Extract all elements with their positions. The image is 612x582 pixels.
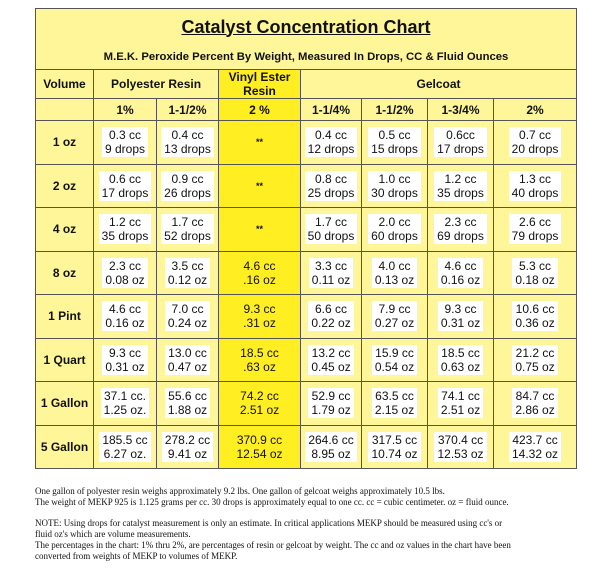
cc-value: 370.4 cc	[437, 432, 484, 447]
table-row	[36, 121, 577, 165]
secondary-value: 35 drops	[437, 185, 484, 200]
secondary-value: 2.15 oz	[374, 403, 415, 418]
secondary-value: 12 drops	[307, 142, 355, 157]
value-cell	[494, 251, 577, 295]
secondary-value: 0.63 oz	[440, 359, 481, 374]
value-cell	[362, 208, 428, 252]
cc-value: 370.9 cc	[236, 432, 283, 447]
value-cell	[428, 121, 494, 165]
secondary-value: 0.31 oz	[440, 316, 481, 331]
value-box	[368, 127, 421, 157]
cc-value: 2.3 cc	[444, 215, 477, 230]
percent-cell: 1-1/4%	[301, 99, 362, 121]
value-cell	[94, 208, 157, 252]
cc-value: **	[256, 180, 264, 191]
table-row	[36, 164, 577, 208]
cc-value: 63.5 cc	[375, 389, 414, 404]
secondary-value: 0.31 oz	[105, 359, 145, 374]
percent-cell: 2 %	[219, 99, 301, 121]
value-box	[253, 221, 266, 237]
value-box	[101, 388, 150, 418]
value-box	[102, 127, 148, 157]
cc-value: 7.0 cc	[171, 302, 204, 317]
value-cell	[494, 208, 577, 252]
secondary-value: 0.11 oz	[311, 272, 351, 287]
value-box	[509, 127, 562, 157]
cc-value: 1.7 cc	[171, 215, 204, 230]
percent-cell: 1-1/2%	[157, 99, 219, 121]
value-box	[165, 301, 210, 331]
chart-subtitle-bar	[35, 45, 577, 70]
value-box	[372, 388, 417, 418]
cc-value: 1.3 cc	[519, 171, 552, 186]
table-row	[36, 338, 577, 382]
cc-value: 185.5 cc	[102, 432, 148, 447]
value-cell	[219, 251, 301, 295]
value-cell	[301, 338, 362, 382]
note-line: fluid oz's which are volume measurements.	[35, 529, 191, 539]
secondary-value: 14.32 oz	[512, 446, 559, 461]
secondary-value: 12.54 oz	[236, 446, 283, 461]
secondary-value: 0.54 oz	[374, 359, 415, 374]
volume-label: 1 Quart	[36, 338, 94, 382]
value-cell	[94, 382, 157, 426]
secondary-value: 17 drops	[101, 185, 149, 200]
value-box	[438, 345, 483, 375]
secondary-value: 25 drops	[307, 185, 355, 200]
cc-value: 0.7 cc	[519, 128, 552, 143]
value-box	[368, 432, 420, 462]
value-box	[240, 301, 279, 331]
volume-label: 1 Gallon	[36, 382, 94, 426]
value-box	[305, 127, 358, 157]
value-box	[161, 171, 214, 201]
value-cell	[428, 338, 494, 382]
cc-value: 0.3 cc	[108, 128, 141, 143]
value-box	[438, 388, 483, 418]
gelcoat-header: Gelcoat	[301, 70, 577, 99]
value-cell	[494, 425, 577, 469]
secondary-value: 0.24 oz	[167, 316, 208, 331]
cc-value: 1.2 cc	[108, 215, 141, 230]
table-row	[36, 251, 577, 295]
secondary-value: 2.86 oz	[515, 403, 555, 418]
value-box	[512, 345, 557, 375]
cc-value: **	[256, 224, 264, 235]
secondary-value: 13 drops	[164, 142, 211, 157]
vinyl-header-line1: Vinyl Ester	[228, 70, 291, 84]
secondary-value: .16 oz	[243, 272, 276, 287]
value-cell	[94, 251, 157, 295]
volume-label: 1 Pint	[36, 295, 94, 339]
secondary-value: 40 drops	[511, 185, 559, 200]
value-box	[161, 214, 214, 244]
cc-value: 18.5 cc	[441, 345, 480, 360]
value-cell	[428, 295, 494, 339]
secondary-value: 9 drops	[104, 142, 146, 157]
cc-value: 52.9 cc	[311, 389, 351, 404]
table-body	[36, 121, 577, 469]
cc-value: 317.5 cc	[371, 432, 418, 447]
cc-value: 0.9 cc	[171, 171, 204, 186]
volume-label: 2 oz	[36, 164, 94, 208]
note-line: The percentages in the chart: 1% thru 2%, are percentages of resin or gelcoat by weight. The cc and oz values in the chart have been	[35, 540, 511, 550]
secondary-value: 0.12 oz	[167, 272, 208, 287]
value-cell	[362, 164, 428, 208]
value-cell	[157, 382, 219, 426]
cc-value: 9.3 cc	[108, 345, 141, 360]
secondary-value: 10.74 oz	[371, 446, 418, 461]
catalyst-table	[35, 69, 577, 469]
value-cell	[494, 382, 577, 426]
cc-value: 18.5 cc	[240, 345, 279, 360]
secondary-value: 79 drops	[511, 229, 559, 244]
secondary-value: 2.51 oz	[239, 403, 280, 418]
value-box	[372, 345, 417, 375]
cc-value: 7.9 cc	[378, 302, 411, 317]
value-cell	[219, 295, 301, 339]
secondary-value: 60 drops	[371, 229, 418, 244]
secondary-value: 0.47 oz	[167, 359, 208, 374]
value-box	[102, 258, 147, 288]
value-box	[237, 388, 282, 418]
value-box	[308, 301, 353, 331]
value-cell	[157, 338, 219, 382]
value-cell	[494, 295, 577, 339]
cc-value: 3.5 cc	[171, 258, 204, 273]
value-box	[368, 214, 421, 244]
value-cell	[494, 164, 577, 208]
secondary-value: 0.13 oz	[374, 272, 415, 287]
cc-value: 1.0 cc	[378, 171, 411, 186]
secondary-value: 17 drops	[437, 142, 484, 157]
value-box	[99, 171, 152, 201]
value-box	[512, 301, 557, 331]
value-box	[102, 301, 147, 331]
cc-value: 0.6cc	[446, 128, 475, 143]
value-cell	[157, 251, 219, 295]
cc-value: 5.3 cc	[519, 258, 552, 273]
value-box	[308, 388, 353, 418]
secondary-value: .63 oz	[243, 359, 276, 374]
cc-value: 3.3 cc	[315, 258, 348, 273]
value-box	[509, 432, 561, 462]
secondary-value: 0.16 oz	[440, 272, 481, 287]
value-cell	[157, 121, 219, 165]
cc-value: 0.4 cc	[171, 128, 204, 143]
value-cell	[362, 425, 428, 469]
value-box	[368, 171, 421, 201]
value-box	[161, 127, 214, 157]
secondary-value: 1.88 oz	[167, 403, 208, 418]
secondary-value: 12.53 oz	[437, 446, 484, 461]
secondary-value: 8.95 oz	[311, 446, 351, 461]
polyester-header: Polyester Resin	[94, 70, 219, 99]
value-box	[308, 345, 353, 375]
cc-value: **	[256, 137, 264, 148]
secondary-value: 0.08 oz	[105, 272, 145, 287]
value-box	[237, 345, 282, 375]
value-box	[372, 258, 417, 288]
value-cell	[94, 164, 157, 208]
secondary-value: .31 oz	[243, 316, 276, 331]
cc-value: 9.3 cc	[444, 302, 477, 317]
cc-value: 4.6 cc	[444, 258, 477, 273]
value-cell	[301, 295, 362, 339]
note-line: converted from weights of MEKP to volumes of MEKP.	[35, 551, 238, 561]
value-box	[434, 432, 486, 462]
table-row	[36, 425, 577, 469]
value-cell	[219, 121, 301, 165]
value-cell	[362, 251, 428, 295]
note-line: One gallon of polyester resin weighs approximately 9.2 lbs. One gallon of gelcoat weighs approximately 10.5 lbs.	[35, 486, 445, 496]
cc-value: 15.9 cc	[375, 345, 414, 360]
volume-label: 4 oz	[36, 208, 94, 252]
value-box	[438, 258, 483, 288]
value-box	[512, 388, 557, 418]
cc-value: 10.6 cc	[515, 302, 555, 317]
value-cell	[494, 338, 577, 382]
value-cell	[157, 208, 219, 252]
volume-label: 8 oz	[36, 251, 94, 295]
cc-value: 55.6 cc	[168, 389, 207, 404]
volume-header: Volume	[36, 70, 94, 99]
value-box	[165, 258, 210, 288]
value-cell	[301, 251, 362, 295]
value-box	[165, 345, 210, 375]
cc-value: 9.3 cc	[243, 302, 276, 317]
value-box	[305, 214, 358, 244]
value-box	[309, 258, 353, 288]
percent-cell: 1-3/4%	[428, 99, 494, 121]
value-cell	[428, 164, 494, 208]
cc-value: 2.0 cc	[378, 215, 411, 230]
value-box	[253, 178, 266, 194]
secondary-value: 0.18 oz	[515, 272, 555, 287]
value-cell	[428, 208, 494, 252]
cc-value: 264.6 cc	[308, 432, 354, 447]
secondary-value: 69 drops	[437, 229, 484, 244]
secondary-value: 15 drops	[371, 142, 418, 157]
header-row	[36, 70, 577, 99]
value-box	[305, 432, 356, 462]
value-cell	[362, 382, 428, 426]
value-box	[434, 171, 487, 201]
table-row	[36, 382, 577, 426]
value-cell	[94, 425, 157, 469]
value-cell	[301, 164, 362, 208]
value-box	[162, 432, 213, 462]
value-cell	[219, 164, 301, 208]
cc-value: 4.6 cc	[243, 258, 276, 273]
secondary-value: 52 drops	[164, 229, 211, 244]
secondary-value: 0.22 oz	[311, 316, 351, 331]
secondary-value: 0.16 oz	[105, 316, 145, 331]
secondary-value: 1.25 oz.	[103, 403, 147, 418]
value-cell	[362, 295, 428, 339]
value-box	[372, 301, 417, 331]
value-box	[99, 214, 152, 244]
value-box	[509, 214, 562, 244]
value-cell	[219, 425, 301, 469]
chart-subtitle: M.E.K. Peroxide Percent By Weight, Measured In Drops, CC & Fluid Ounces	[103, 51, 509, 63]
value-box	[509, 171, 562, 201]
value-box	[512, 258, 557, 288]
secondary-value: 0.75 oz	[515, 359, 555, 374]
note-line: NOTE: Using drops for catalyst measurement is only an estimate. In critical applications MEKP should be measured using cc's or	[35, 518, 503, 528]
value-cell	[428, 251, 494, 295]
value-cell	[362, 338, 428, 382]
vinyl-header-line2: Resin	[243, 84, 276, 98]
cc-value: 0.5 cc	[378, 128, 411, 143]
value-cell	[301, 425, 362, 469]
value-box	[99, 432, 150, 462]
cc-value: 4.0 cc	[378, 258, 411, 273]
percent-row	[36, 99, 577, 121]
cc-value: 423.7 cc	[512, 432, 558, 447]
cc-value: 0.6 cc	[108, 171, 141, 186]
cc-value: 278.2 cc	[164, 432, 211, 447]
cc-value: 74.2 cc	[240, 389, 279, 404]
percent-cell: 1-1/2%	[362, 99, 428, 121]
value-box	[434, 214, 487, 244]
note-line: The weight of MEKP 925 is 1.125 grams per cc. 30 drops is approximately equal to one cc. cc = cubic centimeter. oz = fluid ounce.	[35, 497, 509, 507]
cc-value: 21.2 cc	[515, 345, 555, 360]
cc-value: 2.6 cc	[519, 215, 552, 230]
value-cell	[428, 382, 494, 426]
value-box	[233, 432, 285, 462]
volume-label: 5 Gallon	[36, 425, 94, 469]
cc-value: 13.0 cc	[168, 345, 207, 360]
value-cell	[494, 121, 577, 165]
value-cell	[301, 208, 362, 252]
value-cell	[428, 425, 494, 469]
cc-value: 6.6 cc	[315, 302, 348, 317]
secondary-value: 35 drops	[101, 229, 149, 244]
value-cell	[157, 295, 219, 339]
volume-label: 1 oz	[36, 121, 94, 165]
secondary-value: 26 drops	[164, 185, 211, 200]
value-cell	[157, 164, 219, 208]
value-cell	[94, 338, 157, 382]
cc-value: 0.8 cc	[315, 171, 348, 186]
footnotes	[35, 486, 595, 562]
value-cell	[219, 208, 301, 252]
chart-title: Catalyst Concentration Chart	[181, 16, 431, 37]
secondary-value: 0.36 oz	[515, 316, 555, 331]
value-cell	[301, 121, 362, 165]
value-cell	[219, 382, 301, 426]
cc-value: 1.7 cc	[315, 215, 348, 230]
cc-value: 4.6 cc	[108, 302, 141, 317]
value-box	[434, 127, 487, 157]
secondary-value: 6.27 oz.	[103, 446, 147, 461]
cc-value: 13.2 cc	[311, 345, 351, 360]
percent-blank	[36, 99, 94, 121]
value-cell	[157, 425, 219, 469]
value-cell	[301, 382, 362, 426]
percent-cell: 2%	[494, 99, 577, 121]
cc-value: 84.7 cc	[515, 389, 555, 404]
secondary-value: 30 drops	[371, 185, 418, 200]
cc-value: 37.1 cc.	[103, 389, 146, 404]
value-box	[240, 258, 279, 288]
cc-value: 2.3 cc	[108, 258, 141, 273]
value-box	[438, 301, 483, 331]
value-box	[253, 134, 266, 150]
secondary-value: 0.27 oz	[374, 316, 415, 331]
value-box	[102, 345, 147, 375]
secondary-value: 20 drops	[511, 142, 559, 157]
value-cell	[219, 338, 301, 382]
chart-title-bar	[35, 8, 577, 45]
value-box	[305, 171, 358, 201]
table-row	[36, 295, 577, 339]
secondary-value: 0.45 oz	[311, 359, 351, 374]
table-row	[36, 208, 577, 252]
value-cell	[94, 295, 157, 339]
value-box	[165, 388, 210, 418]
secondary-value: 1.79 oz	[311, 403, 351, 418]
secondary-value: 9.41 oz	[167, 446, 208, 461]
percent-cell: 1%	[94, 99, 157, 121]
secondary-value: 2.51 oz	[440, 403, 481, 418]
value-cell	[362, 121, 428, 165]
cc-value: 0.4 cc	[315, 128, 348, 143]
secondary-value: 50 drops	[307, 229, 355, 244]
cc-value: 1.2 cc	[444, 171, 477, 186]
vinyl-ester-header	[219, 70, 301, 99]
value-cell	[94, 121, 157, 165]
cc-value: 74.1 cc	[441, 389, 480, 404]
